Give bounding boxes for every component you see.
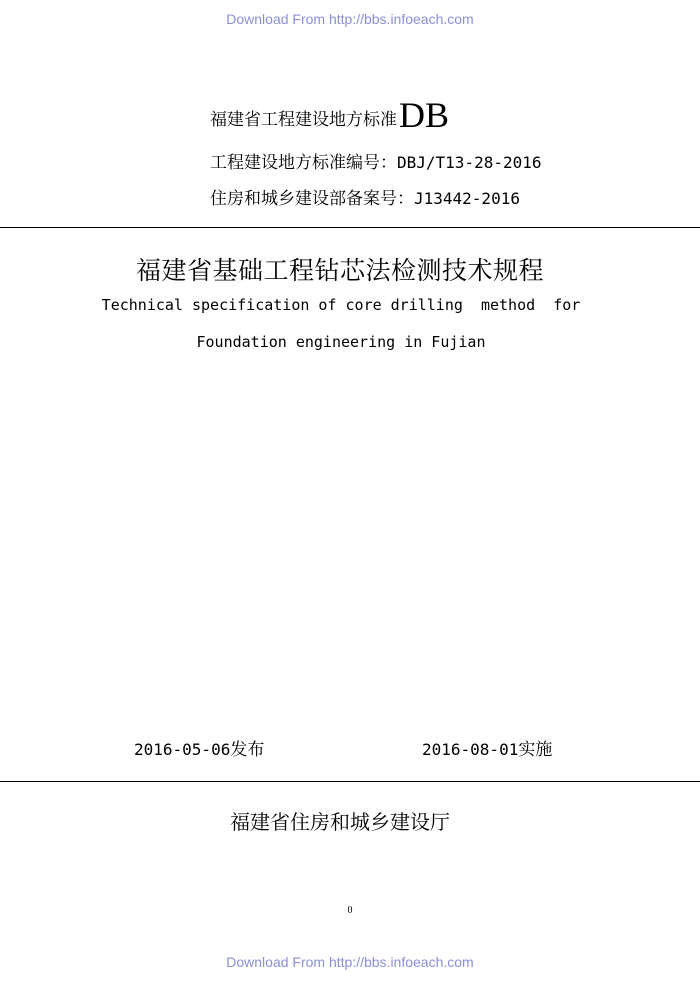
standard-code: DB [399,95,450,135]
standard-number-label: 工程建设地方标准编号： [210,153,397,173]
record-number-label: 住房和城乡建设部备案号： [210,189,414,209]
page-number: 0 [347,905,353,916]
issue-label: 发布 [230,740,265,760]
document-title-english-line2: Foundation engineering in Fujian [196,333,486,351]
issue-date: 2016-05-06 [134,740,231,759]
issue-date-line [134,735,264,760]
implement-date: 2016-08-01 [422,740,519,759]
implement-date-line [422,735,552,760]
document-title-english-line1: Technical specification of core drilling method for [101,296,581,314]
divider-bottom [0,781,700,782]
document-title-chinese: 福建省基础工程钻芯法检测技术规程 [135,256,544,285]
watermark-top: Download From http://bbs.infoeach.com [226,11,474,27]
watermark-bottom: Download From http://bbs.infoeach.com [226,954,474,970]
implement-label: 实施 [518,740,553,760]
standard-type: 福建省工程建设地方标准 [210,110,397,130]
standard-number-value: DBJ/T13-28-2016 [397,153,542,172]
issuing-authority: 福建省住房和城乡建设厅 [230,810,450,834]
divider-top [0,227,700,228]
standard-type-line [210,94,449,136]
record-number-value: J13442-2016 [414,189,520,208]
record-number-line [210,184,520,209]
standard-number-line [210,148,542,173]
